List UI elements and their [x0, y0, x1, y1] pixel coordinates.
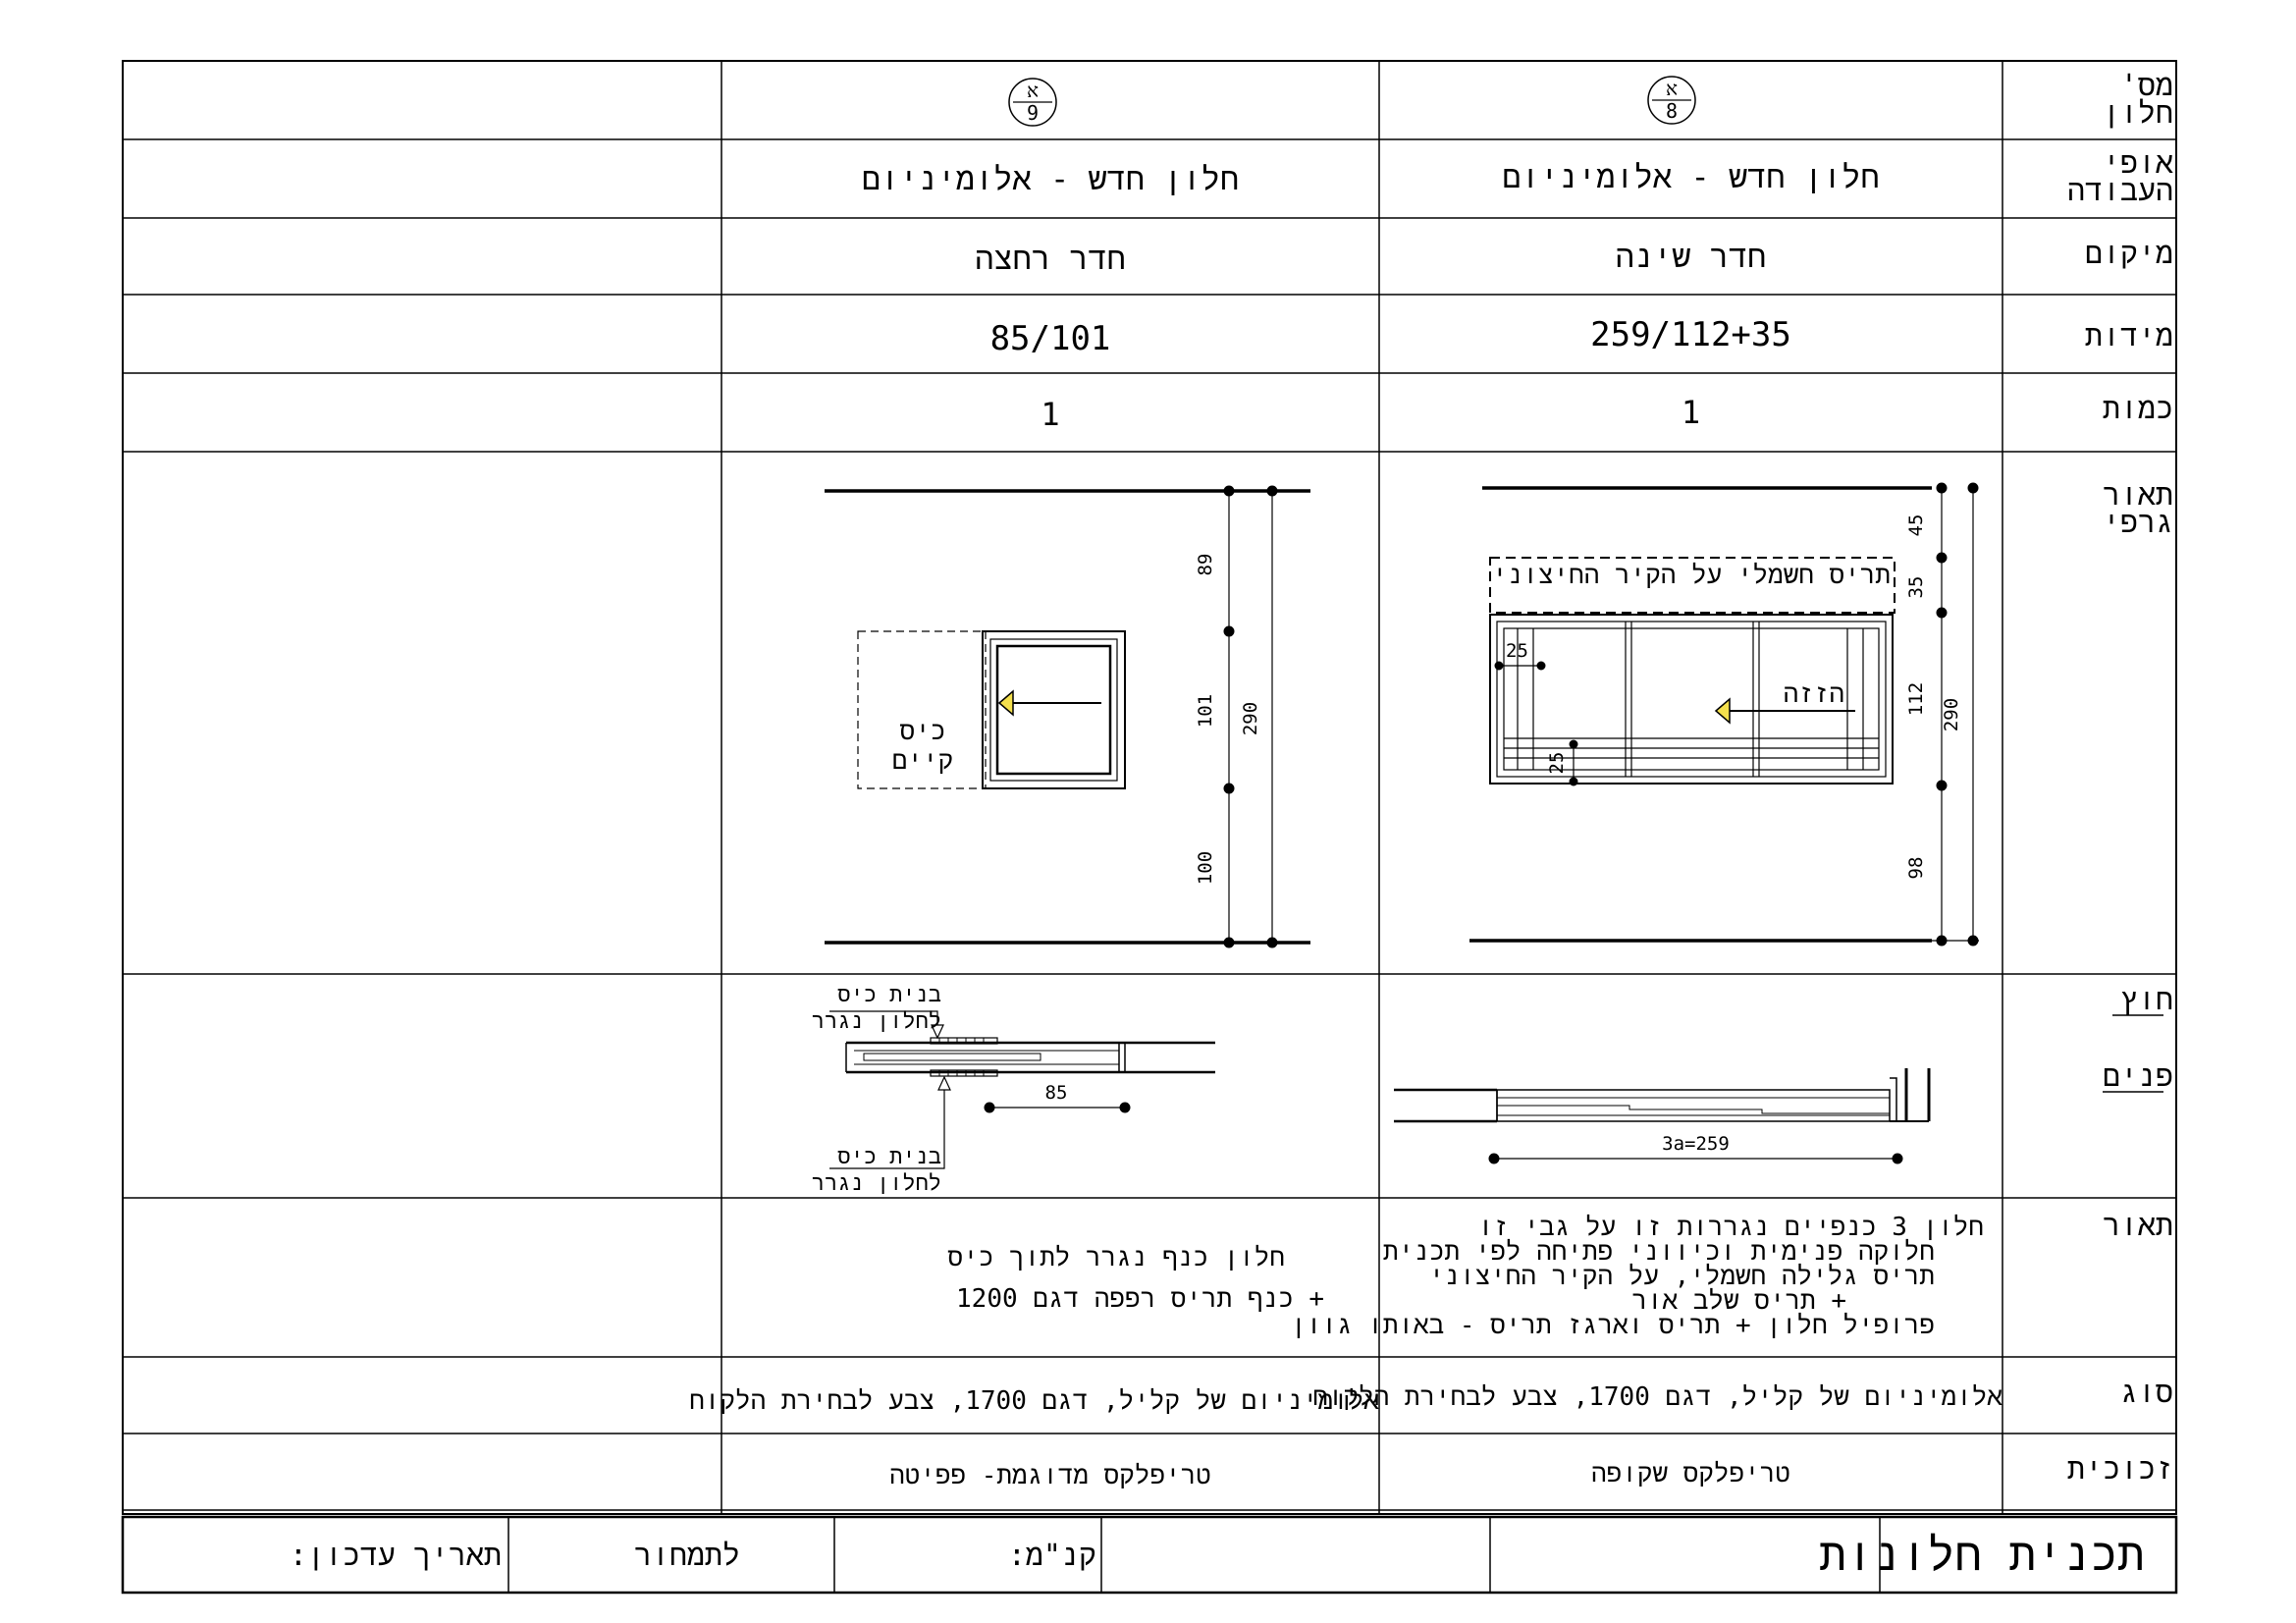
window-8-elevation	[1469, 483, 1979, 946]
header-location: מיקום	[2084, 237, 2173, 271]
header-dimensions: מידות	[2084, 319, 2173, 353]
w8-desc-line2: חלוקה פנימית וכיווני פתיחה לפי תכנית	[1383, 1237, 1935, 1267]
w9-work-type: חלון חדש - אלומיניום	[861, 160, 1240, 197]
window-frame-outer	[983, 631, 1125, 788]
w8-shutter-box-label: תריס חשמלי על הקיר החיצוני	[1492, 561, 1891, 590]
w8-glass: טריפלקס שקופה	[1591, 1459, 1790, 1488]
header-quantity: כמות	[2102, 392, 2173, 426]
w8-dim-total: 290	[1941, 697, 1962, 732]
w9-section-pocket-top	[812, 982, 941, 1035]
w9-pocket-bottom-line2: לחלון נגרר	[811, 1171, 941, 1196]
header-window-number	[2102, 69, 2173, 131]
w9-location: חדר רחצה	[975, 240, 1126, 277]
w8-dimensions: 259/112+35	[1590, 315, 1791, 354]
header-glass: זכוכית	[2066, 1452, 2173, 1487]
w9-desc-line1: חלון כנף נגרר לתוך כיס	[947, 1243, 1285, 1272]
w8-desc-line3: תריס גלילה חשמלי, על הקיר החיצוני	[1428, 1262, 1935, 1291]
w8-section-width: 3a=259	[1662, 1133, 1730, 1155]
w8-quantity: 1	[1681, 394, 1701, 431]
w9-description	[948, 1237, 1324, 1320]
w8-dim-98: 98	[1905, 856, 1927, 880]
w8-desc-line1: חלון 3 כנפיים נגררות זו על גבי זו	[1477, 1213, 1984, 1242]
w8-dim-112: 112	[1905, 681, 1927, 717]
w9-pocket-line2: קיים	[891, 746, 954, 776]
window-tag-8-top: א	[1665, 77, 1679, 100]
w8-desc-line4: + תריס שלב אור	[1631, 1286, 1846, 1316]
header-window-number-line2: חלון	[2102, 96, 2173, 131]
w8-dim-35: 35	[1905, 575, 1927, 599]
window-tag-9-bottom: 9	[1026, 101, 1040, 125]
w8-slide-label: הזזה	[1783, 679, 1844, 709]
w9-pocket-line1: כיס	[899, 717, 946, 746]
header-work-type-line2: העבודה	[2066, 174, 2173, 208]
w8-type: אלומיניום של קליל, דגם 1700, צבע לבחירת הלקוח	[1312, 1382, 2002, 1412]
header-description: תאור	[2102, 1209, 2173, 1243]
drawing-title: תכנית חלונות	[1819, 1528, 2145, 1581]
w9-dim-100: 100	[1195, 850, 1216, 886]
w9-dimensions: 85/101	[989, 319, 1111, 358]
header-outside: חוץ	[2119, 983, 2173, 1017]
update-date-label: תאריך עדכון:	[289, 1539, 502, 1573]
header-graphic-line1: תאור	[2102, 478, 2173, 513]
header-work-type	[2066, 146, 2173, 208]
w9-dim-total: 290	[1240, 701, 1261, 736]
w9-desc-line2: + כנף תריס רפפה דגם 1200	[956, 1284, 1324, 1314]
w9-glass: טריפלקס מדוגמת- פפיטה	[889, 1461, 1211, 1490]
w8-location: חדר שינה	[1615, 238, 1767, 275]
w9-quantity: 1	[1041, 396, 1060, 433]
window-tag-9-top: א	[1026, 79, 1040, 102]
w8-desc-line5: פרופיל חלון + תריס וארגז תריס - באותו גוון	[1291, 1311, 1935, 1340]
header-inside: פנים	[2102, 1059, 2173, 1094]
w8-dim-25b: 25	[1546, 751, 1568, 775]
header-graphic	[2102, 478, 2173, 540]
w8-dim-45: 45	[1905, 514, 1927, 537]
header-type: סוג	[2119, 1376, 2173, 1410]
w9-pocket-label	[864, 717, 982, 776]
w9-dim-89: 89	[1195, 553, 1216, 576]
w9-type: אלומיניום של קליל, דגם 1700, צבע לבחירת הלקוח	[689, 1386, 1379, 1416]
tender-label: לתמחור	[633, 1539, 741, 1573]
w9-pocket-bottom-line1: בנית כיס	[837, 1145, 941, 1169]
w8-description	[1291, 1213, 1984, 1340]
header-window-number-line1: מס'	[2119, 69, 2173, 103]
w9-pocket-top-line2: לחלון נגרר	[811, 1009, 941, 1034]
w9-pocket-top-line1: בנית כיס	[837, 983, 941, 1007]
header-work-type-line1: אופי	[2102, 146, 2173, 181]
header-graphic-line2: גרפי	[2102, 506, 2173, 540]
w9-dim-101: 101	[1195, 693, 1216, 729]
w8-work-type: חלון חדש - אלומיניום	[1502, 158, 1880, 195]
scale-label: קנ"מ:	[1007, 1539, 1096, 1573]
w9-section-width: 85	[1044, 1082, 1068, 1104]
window-tag-8-bottom: 8	[1665, 99, 1679, 123]
w8-dim-25a: 25	[1506, 640, 1528, 662]
w9-section-pocket-bottom	[812, 1144, 941, 1197]
